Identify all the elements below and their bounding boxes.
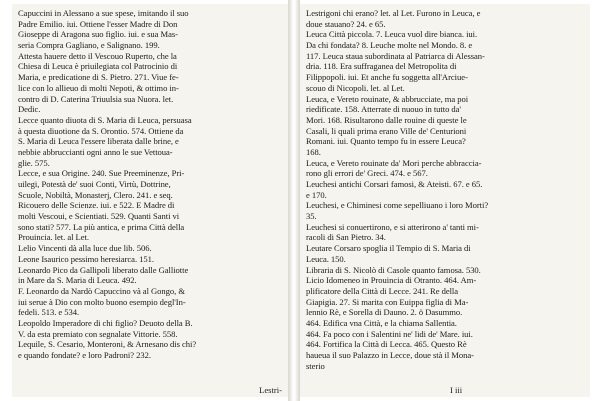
text-line: Prouincia. let. al Let. [18,232,89,243]
book-gutter [288,0,300,401]
text-line: Gioseppe di Aragona suo figlio. iui. e sua Mas- [18,29,178,40]
text-line: haueua il suo Palazzo in Lecce, doue stà il Mona- [306,350,474,360]
right-signature-mark: I iii [450,385,463,395]
text-line: 168. [306,146,321,157]
text-line: in Mare da S. Maria di Leuca. 492. [18,275,137,286]
right-page [300,4,590,397]
text-line: riedificate. 158. Atterrate di nuouo in tutto da' [306,104,461,115]
left-page [12,4,288,397]
right-page-text [306,8,488,371]
text-line: Libraria di S. Nicolò di Casole quanto famosa. 530. [306,264,481,275]
text-line: Leuchesi si conuertirono, e si atterirono a' tanti mi- [306,221,479,232]
text-line: Scuole, Nobiltà, Monasterj, Clero. 241. e seq. [18,189,173,200]
text-line: Ricouero delle Scienze. iui. e 522. E Madre di [18,200,175,211]
text-line: Leuca, e Vereto rouinate, & abbrucciate, ma poi [306,93,469,104]
text-line: plificatore della Città di Lecce. 241. Re della [306,285,459,296]
text-line: Leuca. 150. [306,253,346,264]
text-line: molti Vescoui, e Scientiati. 529. Quanti Santi vi [18,211,180,222]
text-line: racoli di San Pietro. 34. [306,232,386,243]
left-catchword: Lestri- [259,385,282,395]
text-line: V. da esta premiato con segnalate Vittorie. 558. [18,328,178,339]
text-line: doue stauano? 24. e 65. [306,18,386,29]
text-line: Capuccini in Alessano a sue spese, imitando il suo [18,8,189,18]
text-line: Lequile, S. Cesario, Monteroni, & Arnesano dis chi? [18,339,197,350]
text-line: F. Leonardo da Nardò Capuccino và al Gongo, & [18,285,185,296]
text-line: Mori. 168. Risultarono dalle rouine di queste le [306,114,467,125]
text-line: uilegi, Potestà de' suoi Conti, Virtù, Dottrine, [18,179,171,189]
text-line: sono stati? 577. La più antica, e prima Città della [18,221,185,232]
text-line: 464. Fortifica la Città di Lecca. 465. Questo Rè [306,339,467,350]
text-line: Padre Emilio. iui. Ottiene l'esser Madre di Don [18,18,178,29]
text-line: Lecce, e sua Origine. 240. Sue Preeminenze, Pri- [18,168,185,179]
text-line: Romani. iui. Quanto tempo fu in essere Leuca? [306,136,466,147]
text-line: rono gli errori de' Greci. 474. e 567. [306,168,428,179]
text-line: seria Compra Gagliano, e Salignano. 199. [18,40,160,51]
left-page-text [18,8,196,361]
text-line: Lelio Vincenti dà alla luce due lib. 506. [18,243,152,254]
text-line: fedeli. 513. e 534. [18,307,80,318]
text-line: scouo di Nicopoli. let. al Let. [306,82,405,93]
text-line: contro di D. Caterina Triuulsia sua Nuora. let. [18,93,174,104]
text-line: Giapigia. 27. Si marita con Euippa figlia di Ma- [306,296,469,307]
text-line: 117. Leuca staua subordinata al Patriarca di Alessan- [306,50,485,61]
text-line: Leuca Città piccola. 7. Leuca vuol dire bianca. iui. [306,29,478,40]
text-line: dria. 118. Era suffraganea del Metropolita di [306,61,457,72]
text-line: Leopoldo Imperadore di chi figlio? Deuoto della B. [18,317,193,328]
text-line: 464. Fa poco con i Salentini ne' lidi de' Mare. iui. [306,328,473,339]
text-line: glie. 575. [18,157,50,168]
text-line: Leuca, e Vereto rouinate da' Mori perche abbraccia- [306,157,482,168]
text-line: Leonardo Pico da Gallipoli liberato dalle Galliotte [18,264,189,275]
text-line: e quando fondate? e loro Padroni? 232. [18,350,151,360]
text-line: Leutare Corsaro spoglia il Tempio di S. Maria di [306,243,471,254]
text-line: e 170. [306,189,327,200]
text-line: Lestrigoni chi erano? let. al Let. Furono in Leuca, e [306,8,481,18]
text-line: iui serue à Dio con molto buono esempio degl'In- [18,296,186,307]
text-line: à questa diuotione da S. Orontio. 574. Ottiene da [18,125,184,136]
text-line: Attesta hauere detto il Vescouo Ruperto, che la [18,50,177,61]
text-line: Dedic. [18,104,41,115]
text-line: sterio [306,360,325,371]
text-line: lice con lo allieuo di molti Nepoti, & ottimo in- [18,82,179,93]
text-line: nebbie abbruccianti ogni anno le sue Vettoua- [18,146,173,157]
text-line: lennio Rè, e Sorella di Dauno. 2. ö Dasummo. [306,307,463,318]
text-line: Leuchesi, e Chiminesi come sepelliuano i loro Morti? [306,200,489,211]
text-line: S. Maria di Leuca l'essere liberata dalle brine, e [18,136,179,147]
text-line: Maria, e predicatione di S. Pietro. 271. Viue fe- [18,72,179,83]
text-line: 35. [306,211,317,222]
text-line: Leone Isaurico pessimo heresiarca. 151. [18,253,154,264]
text-line: Casali, li quali prima erano Ville de' Centurioni [306,125,467,136]
text-line: Da chi fondata? 8. Leuche molte nel Mondo. 8. e [306,40,473,51]
text-line: Licio Idomeneo in Prouincia di Otranto. 464. Am- [306,275,477,286]
text-line: Filippopoli. iui. Et anche fu soggetta all'Arciue- [306,72,468,83]
text-line: Lecce quanto diuota di S. Maria di Leuca, persuasa [18,114,192,125]
text-line: Leuchesi antichi Corsari famosi, & Ateisti. 67. e 65. [306,179,483,189]
text-line: 464. Edifica vna Città, e la chiama Sallentia. [306,317,457,328]
text-line: Chiesa di Leuca è priuilegiata col Patrocinio di [18,61,178,72]
